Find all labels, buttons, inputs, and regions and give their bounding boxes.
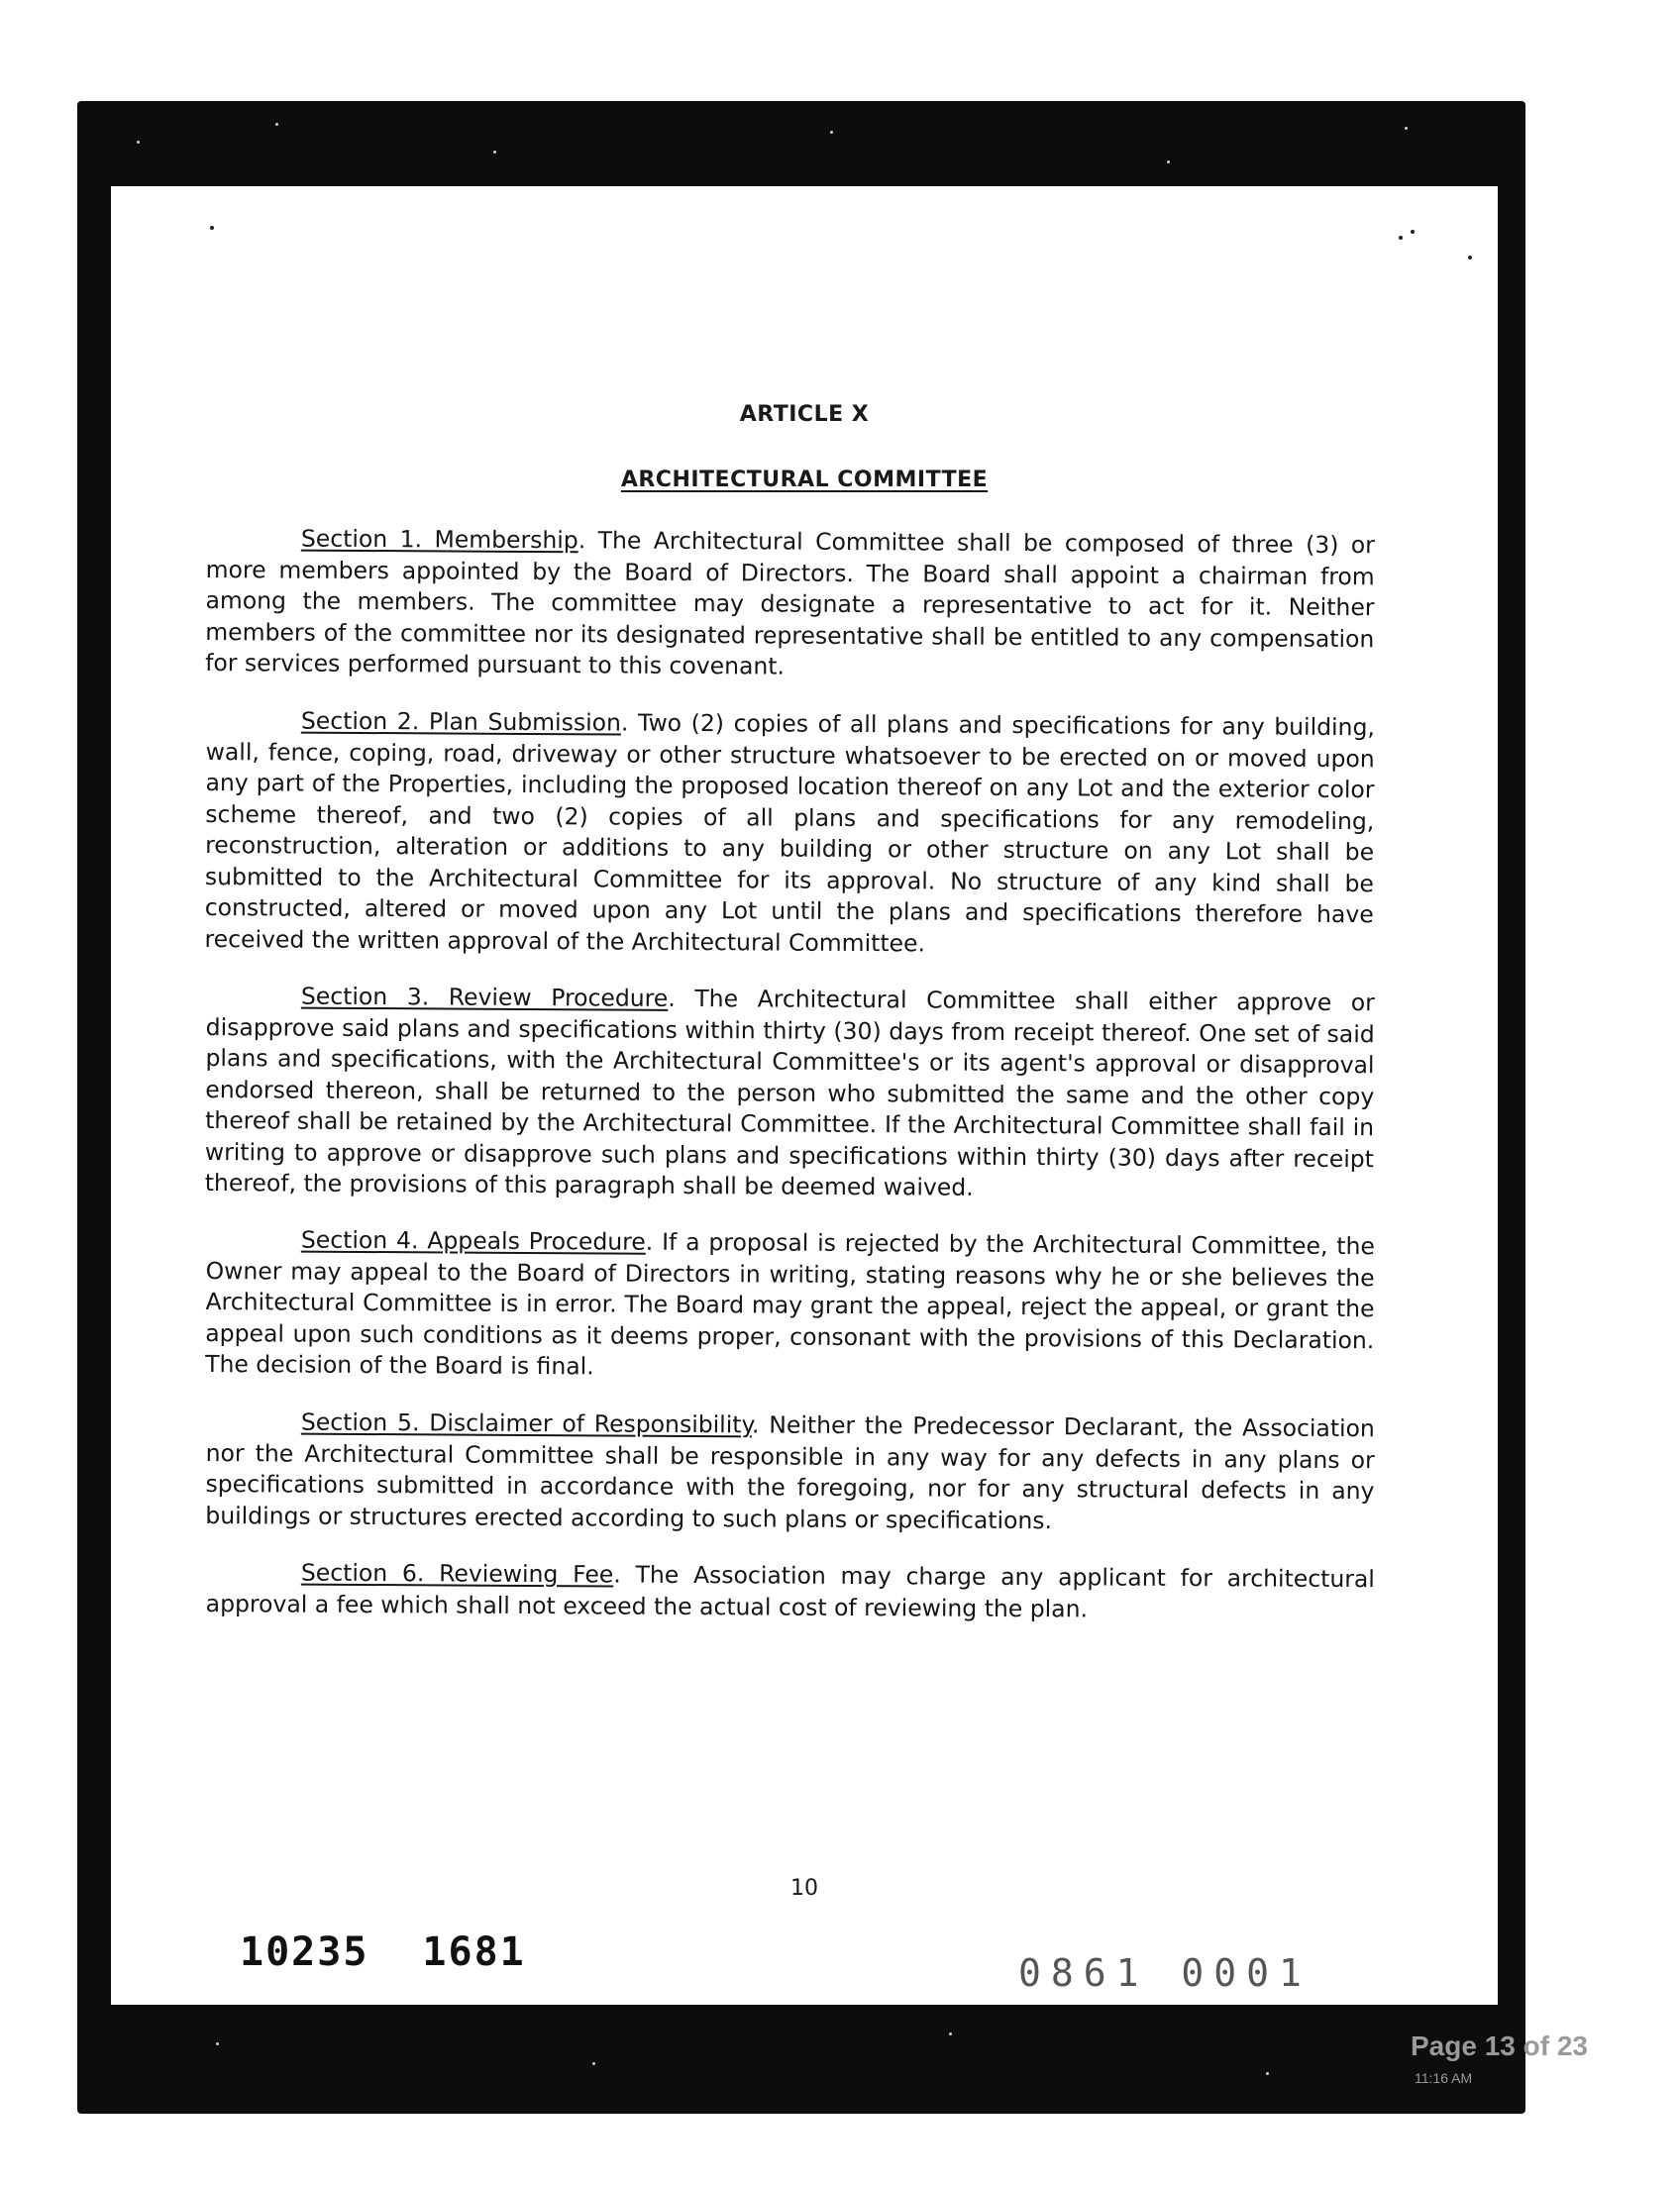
scan-noise [830,131,833,134]
page-number: 10 [790,1876,818,1901]
scan-noise [216,2042,219,2045]
section-heading: Section 3. Review Procedure [300,982,669,1012]
book-number: 10235 [240,1929,369,1975]
document-body [206,523,1375,1645]
timestamp: 11:16 AM [1415,2070,1473,2086]
article-subtitle: ARCHITECTURAL COMMITTEE [620,468,989,492]
section-appeals-procedure [205,1224,1375,1388]
section-heading: Section 4. Appeals Procedure [300,1225,646,1256]
section-heading: Section 6. Reviewing Fee [300,1558,614,1589]
section-text: . The Architectural Committee shall be composed of three (3) or more members appointed by the Board of Directors. The Board shall appoint a chairman from among the members. The committee may designate a representative to act for it. Neither members of the committee nor its designated representative shall be entitled to any compensation for services performed pursuant to this covenant. [205,526,1375,680]
scan-noise [1399,236,1403,240]
section-review-procedure [205,981,1375,1206]
scan-noise [1411,230,1415,234]
section-reviewing-fee [206,1557,1375,1626]
scan-noise [1167,160,1170,163]
scan-noise [210,226,214,230]
section-heading: Section 2. Plan Submission [300,706,622,737]
stamp-code: 0861 0001 [1018,1951,1312,1995]
section-text: . If a proposal is rejected by the Architectural Committee, the Owner may appeal to the Board of Directors in writing, stating reasons why he or she believes the Architectural Committee is in error. The Board may grant the appeal, reject the appeal, or grant the appeal upon such conditions as it deems proper, consonant with the provisions of this Declaration. The decision of the Board is final. [205,1227,1375,1381]
section-plan-submission [204,705,1375,962]
section-heading: Section 5. Disclaimer of Responsibility [300,1407,753,1438]
article-title: ARTICLE X [739,402,870,427]
scan-noise [275,123,278,126]
section-text: . Neither the Predecessor Declarant, the Association nor the Architectural Committee shall be responsible in any way for any defects in any plans or specifications submitted in accordance with the foregoing, nor for any structural defects in any buildings or structures erected according to such plans or specifications. [205,1409,1375,1534]
page-ref: 1681 [422,1929,526,1975]
scan-noise [493,151,496,154]
scan-noise [1405,127,1408,130]
section-text: . The Architectural Committee shall either approve or disapprove said plans and specifications within thirty (30) days from receipt thereof. One set of said plans and specifications, with the Architectural Committee's or its agent's approval or disapproval endorsed thereon, shall be returned to the person who submitted the same and the other copy thereof shall be retained by the Architectural Committee. If the Architectural Committee shall fail in writing to approve or disapprove such plans and specifications within thirty (30) days after receipt thereof, the provisions of this paragraph shall be deemed waived. [204,984,1375,1201]
scan-noise [1468,256,1472,260]
section-heading: Section 1. Membership [300,524,578,555]
book-page-reference [240,1929,579,1975]
scan-noise [949,2032,952,2035]
section-text: . Two (2) copies of all plans and specifications for any building, wall, fence, coping, road, driveway or other structure whatsoever to be erected on or moved upon any part of the Properties, including the proposed location thereof on any Lot and the exterior color scheme thereof, and two (2) copies of all plans and specifications for any remodeling, reconstruction, alteration or additions to any building or other structure on any Lot shall be submitted to the Architectural Committee for its approval. No structure of any kind shall be constructed, altered or moved upon any Lot until the plans and specifications therefore have received the written approval of the Architectural Committee. [204,708,1375,957]
scan-noise [137,141,140,144]
document-page [111,186,1498,2005]
scan-noise [1266,2072,1269,2075]
page-counter: Page 13 of 23 [1411,2031,1588,2061]
scan-noise [592,2062,595,2065]
section-disclaimer [205,1406,1375,1538]
section-membership [205,523,1375,686]
section-text: . The Association may charge any applicant for architectural approval a fee which shall not exceed the actual cost of reviewing the plan. [205,1560,1375,1622]
